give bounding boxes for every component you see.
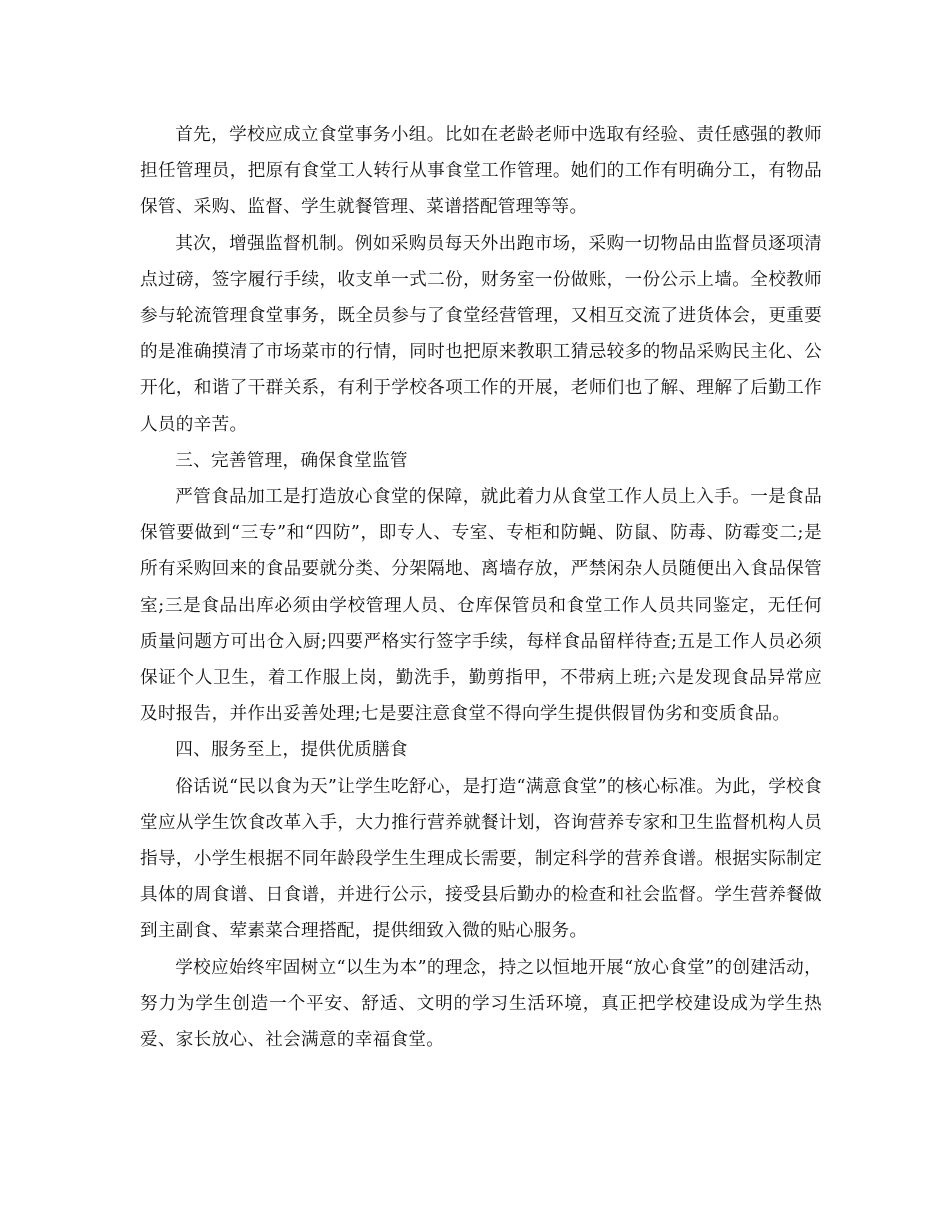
section-heading-service: 四、服务至上，提供优质膳食 — [175, 740, 408, 761]
paragraph-nutrition: 俗话说“民以食为天”让学生吃舒心，是打造“满意食堂”的核心标准。为此，学校食堂应从学生饮食改革入手，大力推行营养就餐计划，咨询营养专家和卫生监督机构人员指导，小学生根据不同年龄段学生生理成长需要，制定科学的营养食谱。根据实际制定具体的周食谱、日食谱，并进行公示，接受县后勤办的检查和社会监督。学生营养餐做到主副食、荤素菜合理搭配，提供细致入微的贴心服务。 — [140, 776, 822, 942]
document-body — [140, 117, 822, 1058]
paragraph-conclusion: 学校应始终牢固树立“以生为本”的理念，持之以恒地开展“放心食堂”的创建活动，努力为学生创造一个平安、舒适、文明的学习生活环境，真正把学校建设成为学生热爱、家长放心、社会满意的幸福食堂。 — [140, 957, 822, 1051]
section-heading-management: 三、完善管理，确保食堂监管 — [175, 450, 408, 471]
paragraph-food-processing: 严管食品加工是打造放心食堂的保障，就此着力从食堂工作人员上入手。一是食品保管要做到“三专”和“四防”，即专人、专室、专柜和防蝇、防鼠、防毒、防霉变二;是所有采购回来的食品要就分类、分架隔地、离墙存放，严禁闲杂人员随便出入食品保管室;三是食品出库必须由学校管理人员、仓库保管员和食堂工作人员共同鉴定，无任何质量问题方可出仓入厨;四要严格实行签字手续，每样食品留样待查;五是工作人员必须保证个人卫生，着工作服上岗，勤洗手，勤剪指甲，不带病上班;六是发现食品异常应及时报告，并作出妥善处理;七是要注意食堂不得向学生提供假冒伪劣和变质食品。 — [140, 487, 822, 725]
paragraph-canteen-team: 首先，学校应成立食堂事务小组。比如在老龄老师中选取有经验、责任感强的教师担任管理员，把原有食堂工人转行从事食堂工作管理。她们的工作有明确分工，有物品保管、采购、监督、学生就餐管理、菜谱搭配管理等等。 — [140, 125, 822, 218]
paragraph-supervision: 其次，增强监督机制。例如采购员每天外出跑市场，采购一切物品由监督员逐项清点过磅，签字履行手续，收支单一式二份，财务室一份做账，一份公示上墙。全校教师参与轮流管理食堂事务，既全员参与了食堂经营管理，又相互交流了进货体会，更重要的是准确摸清了市场菜市的行情，同时也把原来教职工猜忌较多的物品采购民主化、公开化，和谐了干群关系，有利于学校各项工作的开展，老师们也了解、理解了后勤工作人员的辛苦。 — [140, 233, 822, 435]
